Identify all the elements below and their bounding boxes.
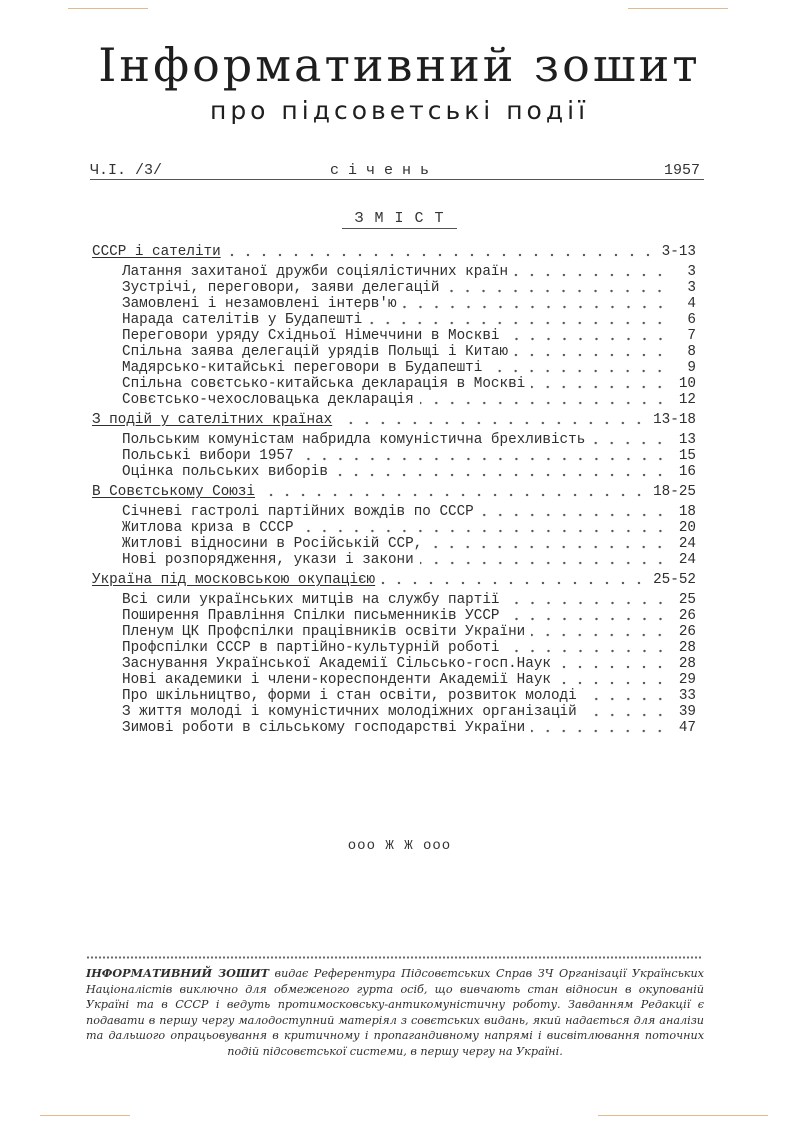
- dot-leader: [514, 273, 668, 277]
- toc-page-number: 8: [687, 344, 696, 360]
- toc-item: [122, 264, 696, 280]
- dot-leader: [227, 253, 656, 257]
- toc-page-number: 16: [678, 464, 696, 480]
- toc-label: Профспілки СССР в партійно-культурній роботі: [122, 640, 500, 656]
- toc-item: [122, 552, 696, 568]
- toc-label: З життя молоді і комуністичних молодіжних організацій: [122, 704, 577, 720]
- toc-item: [122, 448, 696, 464]
- toc-label: Оцінка польських виборів: [122, 464, 328, 480]
- toc-page-number: 39: [678, 704, 696, 720]
- toc-item: [122, 608, 696, 624]
- dot-leader: [531, 729, 668, 733]
- toc-label: Всі сили українських митців на службу партії: [122, 592, 500, 608]
- toc-item: [122, 432, 696, 448]
- toc-item: [122, 344, 696, 360]
- toc-label: Зимові роботи в сільському господарстві України: [122, 720, 526, 736]
- toc-label: Нові академики і члени-кореспонденти Академії Наук: [122, 672, 551, 688]
- masthead-title: Інформативний зошит: [98, 38, 701, 92]
- toc-item: [122, 360, 696, 376]
- dot-leader: [338, 421, 647, 425]
- toc-label: Пленум ЦК Профспілки працівників освіти України: [122, 624, 526, 640]
- footer-divider: [86, 956, 701, 959]
- dot-leader: [506, 601, 669, 605]
- dot-leader: [506, 617, 669, 621]
- toc-item: [122, 624, 696, 640]
- toc-page-number: 7: [687, 328, 696, 344]
- dot-leader: [583, 697, 668, 701]
- scan-mark: [628, 8, 728, 9]
- toc-page-number: 28: [678, 640, 696, 656]
- toc-label: Україна під московською окупацією: [92, 572, 376, 588]
- toc-item: [122, 720, 696, 736]
- toc-heading-label: ЗМІСТ: [342, 210, 456, 229]
- dot-leader: [420, 401, 668, 405]
- issue-number: Ч.І. /3/: [90, 162, 163, 179]
- toc-label: Латання захитаної дружби соціялістичних країн: [122, 264, 509, 280]
- toc-item: [122, 280, 696, 296]
- dot-leader: [300, 457, 668, 461]
- toc-label: Переговори уряду Східньої Німеччини в Москві: [122, 328, 500, 344]
- scan-mark: [68, 8, 148, 9]
- toc-label: Нарада сателітів у Будапешті: [122, 312, 363, 328]
- issue-rule: [90, 179, 704, 180]
- toc-label: Січневі гастролі партійних вождів по СССР: [122, 504, 474, 520]
- footer-lead: ІНФОРМАТИВНИЙ ЗОШИТ: [86, 966, 269, 980]
- masthead-subtitle: про підсоветські події: [209, 96, 590, 125]
- issue-year: 1957: [663, 162, 700, 179]
- dot-leader: [583, 713, 668, 717]
- dot-leader: [428, 545, 668, 549]
- toc-label: Замовлені і незамовлені інтерв'ю: [122, 296, 397, 312]
- dot-leader: [381, 581, 647, 585]
- toc-label: Зустрічі, переговори, заяви делегацій: [122, 280, 440, 296]
- issue-line: [90, 162, 704, 182]
- toc-label: СССР і сателіти: [92, 244, 221, 260]
- toc-page-number: 25: [678, 592, 696, 608]
- toc-page-number: 3: [687, 264, 696, 280]
- toc-label: Спільна заява делегацій урядів Польщі і Китаю: [122, 344, 509, 360]
- toc-item: [122, 592, 696, 608]
- toc-item: [122, 704, 696, 720]
- toc-page-number: 24: [678, 536, 696, 552]
- dot-leader: [480, 513, 668, 517]
- toc-item: [122, 376, 696, 392]
- toc-label: Заснування Української Академії Сільсько-госп.Наук: [122, 656, 551, 672]
- scan-mark: [40, 1115, 130, 1116]
- toc-page-number: 13-18: [653, 412, 696, 428]
- toc-item: [122, 656, 696, 672]
- toc-heading: [0, 210, 799, 227]
- toc-item: [122, 328, 696, 344]
- toc-item: [122, 392, 696, 408]
- toc-label: В Совєтському Союзі: [92, 484, 256, 500]
- toc-label: Польським комуністам набридла комуністична брехливість: [122, 432, 586, 448]
- dot-leader: [531, 633, 668, 637]
- scan-mark: [598, 1115, 768, 1116]
- footer-note: [86, 966, 704, 1059]
- dot-leader: [557, 665, 668, 669]
- toc-page-number: 18-25: [653, 484, 696, 500]
- toc-page-number: 47: [678, 720, 696, 736]
- dot-leader: [300, 529, 668, 533]
- toc-page-number: 13: [678, 432, 696, 448]
- dot-leader: [334, 473, 668, 477]
- toc-item: [122, 312, 696, 328]
- dot-leader: [445, 289, 668, 293]
- toc-page-number: 20: [678, 520, 696, 536]
- toc-item: [122, 520, 696, 536]
- toc-page-number: 4: [687, 296, 696, 312]
- toc-page-number: 29: [678, 672, 696, 688]
- toc-page-number: 24: [678, 552, 696, 568]
- toc-label: Совєтсько-чехословацька декларація: [122, 392, 414, 408]
- toc-page-number: 12: [678, 392, 696, 408]
- footer-text: видає Референтура Підсовєтських Справ ЗЧ Організації Українських Націоналістів виключно для обмеженого гурта осіб, що вивчають стан відносин в окупованій Україні та в СССР і ведуть протимосковську-антикомуністичну роботу. Завданням Редакції є подавати в першу чергу малодоступний матеріял з совєтських видань, який надається для аналізи та дальшого опрацьовування в критичному і пропагандивному напрямі і висвітлювання поточних подій підсовєтської системи, в першу чергу на Україні.: [86, 967, 704, 1058]
- toc-item: [122, 640, 696, 656]
- toc-section: [92, 484, 696, 500]
- toc-item: [122, 688, 696, 704]
- toc-page-number: 26: [678, 608, 696, 624]
- toc-section: [92, 244, 696, 260]
- dot-leader: [506, 337, 669, 341]
- dot-leader: [403, 305, 668, 309]
- dot-leader: [261, 493, 647, 497]
- toc-section: [92, 572, 696, 588]
- toc-page-number: 3-13: [661, 244, 696, 260]
- dot-leader: [368, 321, 668, 325]
- toc-item: [122, 536, 696, 552]
- toc-label: Поширення Правління Спілки письменників УССР: [122, 608, 500, 624]
- toc-page-number: 10: [678, 376, 696, 392]
- toc-item: [122, 504, 696, 520]
- toc-page-number: 26: [678, 624, 696, 640]
- dot-leader: [420, 561, 668, 565]
- toc-label: Мадярсько-китайські переговори в Будапешті: [122, 360, 483, 376]
- toc-label: З подій у сателітних країнах: [92, 412, 333, 428]
- toc-item: [122, 296, 696, 312]
- toc-label: Житлова криза в СССР: [122, 520, 294, 536]
- toc-label: Житлові відносини в Російській ССР,: [122, 536, 423, 552]
- toc-label: Польські вибори 1957: [122, 448, 294, 464]
- ornament-stamp: ооо Ж Ж ооо: [347, 838, 452, 854]
- toc-page-number: 9: [687, 360, 696, 376]
- dot-leader: [591, 441, 668, 445]
- toc-page-number: 33: [678, 688, 696, 704]
- toc-page-number: 25-52: [653, 572, 696, 588]
- dot-leader: [506, 649, 669, 653]
- toc-label: Спільна совєтсько-китайська декларація в Москві: [122, 376, 526, 392]
- toc-label: Нові розпорядження, укази і закони: [122, 552, 414, 568]
- toc-page-number: 15: [678, 448, 696, 464]
- toc-section: [92, 412, 696, 428]
- toc-page-number: 3: [687, 280, 696, 296]
- toc-item: [122, 464, 696, 480]
- dot-leader: [488, 369, 668, 373]
- issue-month: січень: [330, 162, 439, 179]
- dot-leader: [531, 385, 668, 389]
- dot-leader: [514, 353, 668, 357]
- toc-item: [122, 672, 696, 688]
- toc-label: Про шкільництво, форми і стан освіти, розвиток молоді: [122, 688, 577, 704]
- toc-page-number: 6: [687, 312, 696, 328]
- toc-page-number: 18: [678, 504, 696, 520]
- toc-page-number: 28: [678, 656, 696, 672]
- dot-leader: [557, 681, 668, 685]
